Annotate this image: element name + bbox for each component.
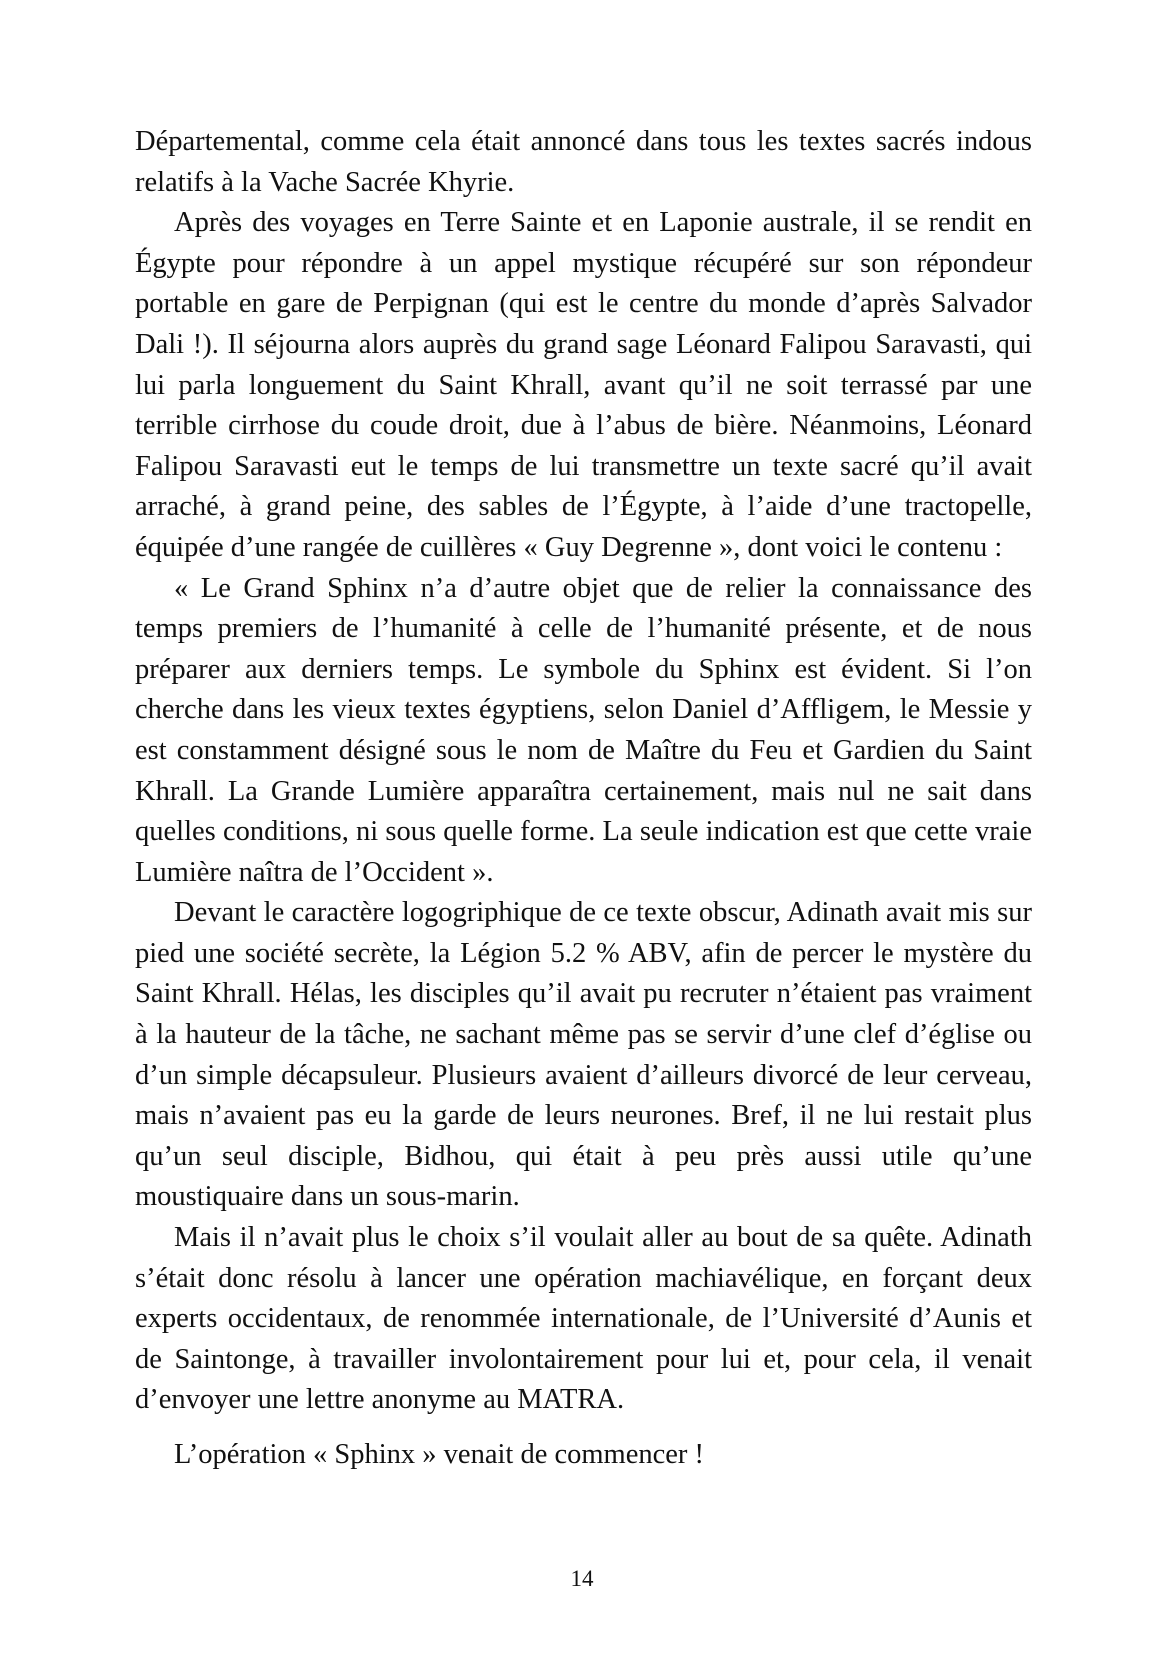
paragraph-5: Mais il n’avait plus le choix s’il voulait aller au bout de sa quête. Adinath s’était donc résolu à lancer une opération machiavélique, en forçant deux experts occidentaux, de renommée internationale, de l’Université d’Aunis et de Saintonge, à travailler involontairement pour lui et, pour cela, il venait d’envoyer une lettre anonyme au MATRA. [135, 1222, 1032, 1416]
page-number: 14 [570, 1566, 594, 1591]
paragraph-3-quote: « Le Grand Sphinx n’a d’autre objet que de relier la connaissance des temps premiers de l’humanité à celle de l’humanité présente, et de nous préparer aux derniers temps. Le symbole du Sphinx est évident. Si l’on cherche dans les vieux textes égyptiens, selon Daniel d’Affligem, le Messie y est constamment désigné sous le nom de Maître du Feu et Gardien du Saint Khrall. La Grande Lumière apparaîtra certainement, mais nul ne sait dans quelles conditions, ni sous quelle forme. La seule indication est que cette vraie Lumière naîtra de l’Occident ». [135, 572, 1032, 888]
paragraph-4: Devant le caractère logogriphique de ce texte obscur, Adinath avait mis sur pied une société secrète, la Légion 5.2 % ABV, afin de percer le mystère du Saint Khrall. Hélas, les disciples qu’il avait pu recruter n’étaient pas vraiment à la hauteur de la tâche, ne sachant même pas se servir d’une clef d’église ou d’un simple décapsuleur. Plusieurs avaient d’ailleurs divorcé de leur cerveau, mais n’avaient pas eu la garde de leurs neurones. Bref, il ne lui restait plus qu’un seul disciple, Bidhou, qui était à peu près aussi utile qu’une moustiquaire dans un sous-marin. [135, 897, 1032, 1213]
paragraph-1: Départemental, comme cela était annoncé dans tous les textes sacrés indous relatifs à la Vache Sacrée Khyrie. [135, 126, 1032, 198]
page-body [135, 122, 1032, 1476]
paragraph-6: L’opération « Sphinx » venait de commencer ! [174, 1439, 705, 1470]
paragraph-2: Après des voyages en Terre Sainte et en Laponie australe, il se rendit en Égypte pour répondre à un appel mystique récupéré sur son répondeur portable en gare de Perpignan (qui est le centre du monde d’après Salvador Dali !). Il séjourna alors auprès du grand sage Léonard Falipou Saravasti, qui lui parla longuement du Saint Khrall, avant qu’il ne soit terrassé par une terrible cirrhose du coude droit, due à l’abus de bière. Néanmoins, Léonard Falipou Saravasti eut le temps de lui transmettre un texte sacré qu’il avait arraché, à grand peine, des sables de l’Égypte, à l’aide d’une tractopelle, équipée d’une rangée de cuillères « Guy Degrenne », dont voici le contenu : [135, 207, 1032, 563]
